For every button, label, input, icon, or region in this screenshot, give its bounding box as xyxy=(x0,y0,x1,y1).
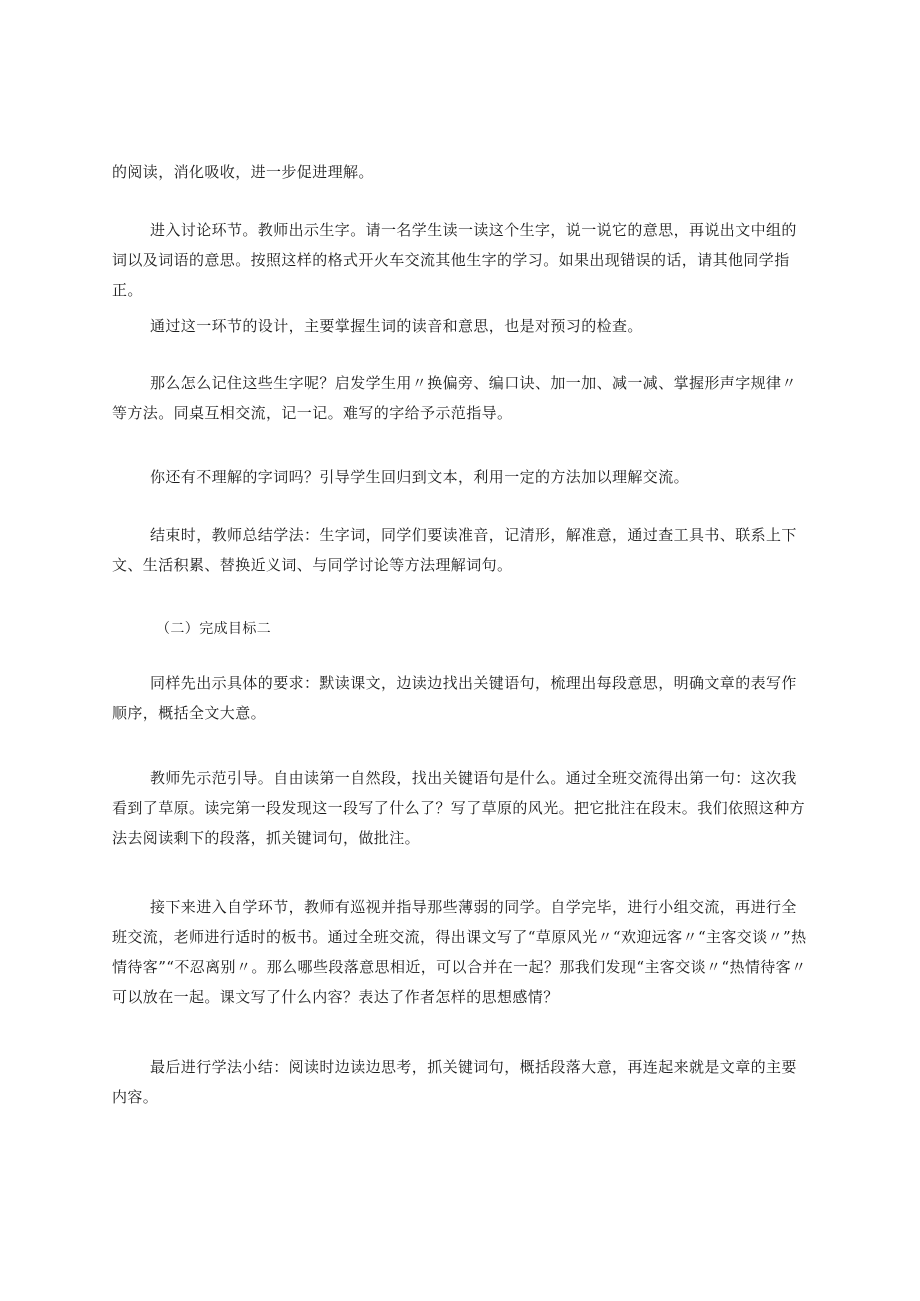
paragraph-design-purpose: 通过这一环节的设计，主要掌握生词的读音和意思，也是对预习的检查。 xyxy=(150,317,643,335)
paragraph-teacher-demo: 教师先示范引导。自由读第一自然段，找出关键语句是什么。通过全班交流得出第一句：这次我看到了草原。读完第一段发现这一段写了什么了？写了草原的风光。把它批注在段末。我们依照这种方法去阅读剩下的段落，抓关键词句，做批注。 xyxy=(112,769,806,847)
section-heading-goal-two: （二）完成目标二 xyxy=(156,621,272,637)
paragraph-summary-method: 结束时，教师总结学法：生字词，同学们要读准音，记清形，解准意，通过查工具书、联系上下文、生活积累、替换近义词、与同学讨论等方法理解词句。 xyxy=(112,526,797,574)
paragraph-continuation: 的阅读，消化吸收，进一步促进理解。 xyxy=(112,163,374,181)
paragraph-discussion: 进入讨论环节。教师出示生字。请一名学生读一读这个生字，说一说它的意思，再说出文中组的词以及词语的意思。按照这样的格式开火车交流其他生字的学习。如果出现错误的话，请其他同学指正。 xyxy=(112,221,797,299)
paragraph-requirements: 同样先出示具体的要求：默读课文，边读边找出关键语句，梳理出每段意思，明确文章的表写作顺序，概括全文大意。 xyxy=(112,674,797,722)
paragraph-final-summary: 最后进行学法小结：阅读时边读边思考，抓关键词句，概括段落大意，再连起来就是文章的主要内容。 xyxy=(112,1058,797,1106)
paragraph-self-study: 接下来进入自学环节，教师有巡视并指导那些薄弱的同学。自学完毕，进行小组交流，再进行全班交流，老师进行适时的板书。通过全班交流，得出课文写了“草原风光〃“欢迎远客〃“主客交谈〃”热情待客”“不忍离别〃。那么哪些段落意思相近，可以合并在一起？那我们发现“主客交谈〃“热情待客〃可以放在一起。课文写了什么内容？表达了作者怎样的思想感情？ xyxy=(112,898,807,1006)
paragraph-memorize-method: 那么怎么记住这些生字呢？启发学生用〃换偏旁、编口诀、加一加、减一减、掌握形声字规律〃等方法。同桌互相交流，记一记。难写的字给予示范指导。 xyxy=(112,374,797,422)
paragraph-questions: 你还有不理解的字词吗？引导学生回归到文本，利用一定的方法加以理解交流。 xyxy=(150,468,690,486)
